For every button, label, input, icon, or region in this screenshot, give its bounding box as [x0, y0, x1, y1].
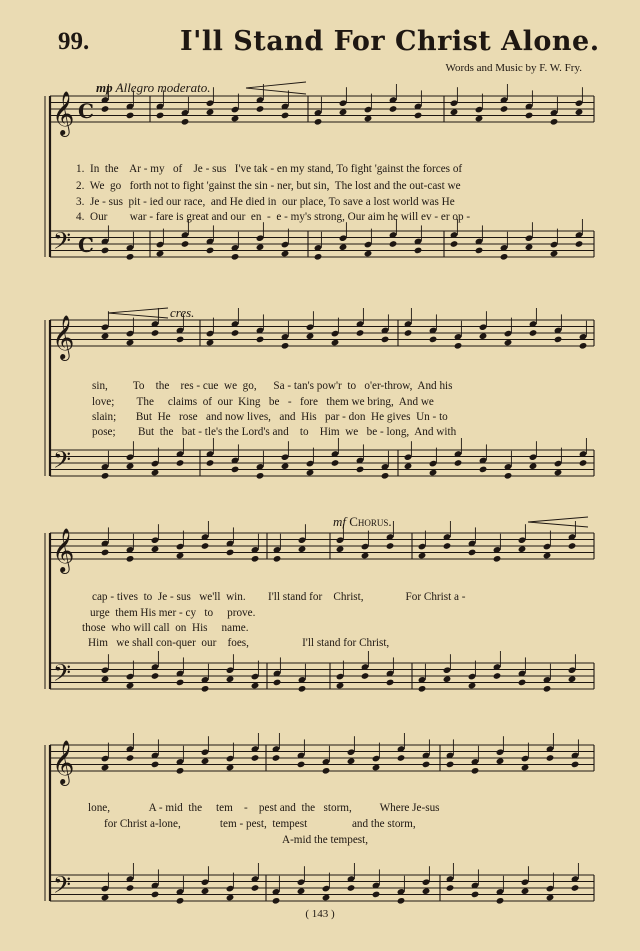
note-head: [450, 108, 459, 116]
note-head: [126, 884, 135, 892]
note-head: [256, 336, 265, 344]
note-head: [386, 542, 395, 550]
note-head: [322, 894, 331, 902]
note-head: [575, 108, 584, 116]
note-head: [126, 555, 135, 563]
note-head: [101, 894, 110, 902]
note-head: [281, 112, 290, 120]
chorus-label: Chorus.: [349, 514, 392, 529]
note-head: [101, 675, 110, 683]
note-head: [500, 105, 509, 113]
note-head: [568, 542, 577, 550]
note-head: [231, 466, 240, 474]
credits: Words and Music by F. W. Fry.: [445, 62, 582, 74]
lyric-line: cap - tives to Je - sus we'll win. I'll stand for Christ, For Christ a -: [92, 591, 466, 603]
note-head: [454, 342, 463, 350]
lyric-line: for Christ a-lone, tem - pest, tempest and the storm,: [104, 818, 416, 830]
lyric-line: lone, A - mid the tem - pest and the storm, Where Je-sus: [88, 802, 440, 814]
lyric-line: 4. Our war - fare is great and our en - e - my's strong, Our aim he will ev - er op -: [76, 211, 471, 223]
note-head: [525, 243, 534, 251]
note-head: [181, 118, 190, 126]
lyric-line: Him we shall con-quer our foes, I'll stand for Christ,: [88, 637, 390, 649]
note-head: [521, 887, 530, 895]
note-head: [336, 545, 345, 553]
note-head: [156, 112, 165, 120]
start-dynamic: mp: [96, 80, 113, 95]
note-head: [361, 552, 370, 560]
note-head: [575, 240, 584, 248]
note-head: [314, 253, 323, 261]
note-head: [356, 329, 365, 337]
lyric-line: slain; But He rose and now lives, and His par - don He gives Un - to: [92, 411, 448, 423]
note-head: [101, 332, 110, 340]
lyric-line: pose; But the bat - tle's the Lord's and to Him we be - long, And with: [92, 426, 457, 438]
time-signature: C: [78, 99, 94, 123]
note-head: [201, 757, 210, 765]
note-head: [347, 757, 356, 765]
treble-clef: 𝄞: [52, 91, 75, 135]
note-head: [429, 336, 438, 344]
note-head: [554, 336, 563, 344]
note-head: [231, 329, 240, 337]
note-head: [201, 542, 210, 550]
note-head: [226, 549, 235, 557]
bass-clef: 𝄢: [53, 871, 72, 904]
note-head: [151, 891, 160, 899]
note-head: [201, 887, 210, 895]
crescendo-hairpin: [528, 517, 588, 527]
note-head: [443, 542, 452, 550]
lyric-line: love; The claims of our King be - fore them we bring, And we: [92, 396, 434, 408]
note-head: [364, 250, 373, 258]
note-head: [543, 552, 552, 560]
note-head: [298, 545, 307, 553]
note-head: [101, 472, 110, 480]
note-head: [181, 240, 190, 248]
lyric-line: A-mid the tempest,: [282, 834, 369, 846]
note-head: [273, 679, 282, 687]
note-head: [386, 679, 395, 687]
note-head: [454, 459, 463, 467]
note-head: [297, 761, 306, 769]
note-head: [176, 767, 185, 775]
note-head: [176, 679, 185, 687]
treble-clef: 𝄞: [52, 740, 75, 784]
crescendo-hairpin: [246, 82, 306, 94]
note-head: [281, 342, 290, 350]
note-head: [568, 675, 577, 683]
bass-clef: 𝄢: [53, 446, 72, 479]
lyric-line: 3. Je - sus pit - ied our race, and He died in our place, To save a lost world was He: [76, 196, 455, 208]
note-head: [101, 105, 110, 113]
note-head: [372, 891, 381, 899]
note-head: [493, 555, 502, 563]
tempo-text: Allegro moderato.: [115, 80, 211, 95]
note-head: [126, 462, 135, 470]
note-head: [151, 545, 160, 553]
note-head: [389, 105, 398, 113]
note-head: [339, 243, 348, 251]
note-head: [571, 761, 580, 769]
note-head: [468, 549, 477, 557]
note-head: [298, 685, 307, 693]
note-head: [306, 332, 315, 340]
note-head: [479, 332, 488, 340]
note-head: [126, 339, 135, 347]
note-head: [176, 336, 185, 344]
page-number: ( 143 ): [305, 908, 335, 920]
note-head: [550, 118, 559, 126]
time-signature: C: [78, 233, 94, 257]
note-head: [414, 112, 423, 120]
note-head: [521, 764, 530, 772]
note-head: [389, 240, 398, 248]
note-head: [101, 764, 110, 772]
note-head: [543, 685, 552, 693]
note-head: [226, 764, 235, 772]
note-head: [231, 253, 240, 261]
note-head: [331, 339, 340, 347]
note-head: [422, 887, 431, 895]
note-head: [361, 672, 370, 680]
note-head: [468, 682, 477, 690]
note-head: [151, 672, 160, 680]
note-head: [381, 336, 390, 344]
note-head: [496, 897, 505, 905]
note-head: [101, 549, 110, 557]
note-head: [381, 472, 390, 480]
note-head: [579, 342, 588, 350]
note-head: [579, 459, 588, 467]
note-head: [126, 754, 135, 762]
note-head: [151, 761, 160, 769]
note-head: [414, 247, 423, 255]
treble-clef: 𝄞: [52, 528, 75, 572]
hymn-title: I'll Stand For Christ Alone.: [180, 26, 600, 57]
note-head: [226, 675, 235, 683]
note-head: [347, 884, 356, 892]
note-head: [397, 897, 406, 905]
note-head: [500, 253, 509, 261]
note-head: [226, 894, 235, 902]
note-head: [364, 115, 373, 123]
note-head: [272, 897, 281, 905]
note-head: [314, 118, 323, 126]
chorus-dynamic: mf: [333, 514, 346, 529]
note-head: [471, 767, 480, 775]
note-head: [306, 469, 315, 477]
note-head: [356, 466, 365, 474]
note-head: [206, 339, 215, 347]
note-head: [272, 754, 281, 762]
note-head: [450, 240, 459, 248]
note-head: [256, 472, 265, 480]
note-head: [529, 462, 538, 470]
note-head: [529, 329, 538, 337]
note-head: [496, 757, 505, 765]
note-head: [281, 250, 290, 258]
note-head: [443, 675, 452, 683]
note-head: [156, 250, 165, 258]
bass-clef: 𝄢: [53, 659, 72, 692]
note-head: [479, 466, 488, 474]
lyric-line: 2. We go forth not to fight 'gainst the sin - ner, but sin, The lost and the out-cast we: [76, 180, 461, 192]
note-head: [475, 247, 484, 255]
note-head: [554, 469, 563, 477]
note-head: [251, 884, 260, 892]
note-head: [571, 884, 580, 892]
note-head: [201, 685, 210, 693]
note-head: [518, 545, 527, 553]
note-head: [126, 112, 135, 120]
note-head: [397, 754, 406, 762]
crescendo-hairpin: [108, 308, 168, 318]
note-head: [176, 459, 185, 467]
hymn-number: 99.: [58, 28, 90, 55]
note-head: [281, 462, 290, 470]
note-head: [151, 469, 160, 477]
note-head: [372, 764, 381, 772]
note-head: [493, 672, 502, 680]
note-head: [151, 329, 160, 337]
note-head: [504, 472, 513, 480]
note-head: [273, 555, 282, 563]
note-head: [504, 339, 513, 347]
lyric-line: sin, To the res - cue we go, Sa - tan's pow'r to o'er-throw, And his: [92, 380, 453, 392]
note-head: [126, 682, 135, 690]
note-head: [256, 243, 265, 251]
note-head: [176, 552, 185, 560]
lyric-line: urge them His mer - cy to prove.: [90, 607, 256, 619]
note-head: [404, 329, 413, 337]
note-head: [429, 469, 438, 477]
note-head: [471, 891, 480, 899]
treble-clef: 𝄞: [52, 315, 75, 359]
note-head: [336, 682, 345, 690]
note-head: [550, 250, 559, 258]
note-head: [206, 459, 215, 467]
note-head: [404, 462, 413, 470]
bass-clef: 𝄢: [53, 227, 72, 260]
note-head: [176, 897, 185, 905]
note-head: [518, 679, 527, 687]
note-head: [256, 105, 265, 113]
crescendo-marking: cres.: [170, 305, 195, 320]
note-head: [475, 115, 484, 123]
note-head: [525, 112, 534, 120]
note-head: [418, 552, 427, 560]
note-head: [446, 761, 455, 769]
note-head: [339, 108, 348, 116]
note-head: [546, 754, 555, 762]
note-head: [231, 115, 240, 123]
note-head: [251, 555, 260, 563]
note-head: [322, 767, 331, 775]
lyric-line: 1. In the Ar - my of Je - sus I've tak - en my stand, To fight 'gainst the forces of: [76, 163, 463, 175]
note-head: [251, 754, 260, 762]
note-head: [251, 682, 260, 690]
note-head: [446, 884, 455, 892]
note-head: [418, 685, 427, 693]
note-head: [101, 247, 110, 255]
note-head: [206, 108, 215, 116]
note-head: [422, 761, 431, 769]
note-head: [297, 887, 306, 895]
lyric-line: those who will call on His name.: [82, 622, 249, 634]
note-head: [331, 459, 340, 467]
note-head: [546, 894, 555, 902]
note-head: [206, 247, 215, 255]
note-head: [126, 253, 135, 261]
